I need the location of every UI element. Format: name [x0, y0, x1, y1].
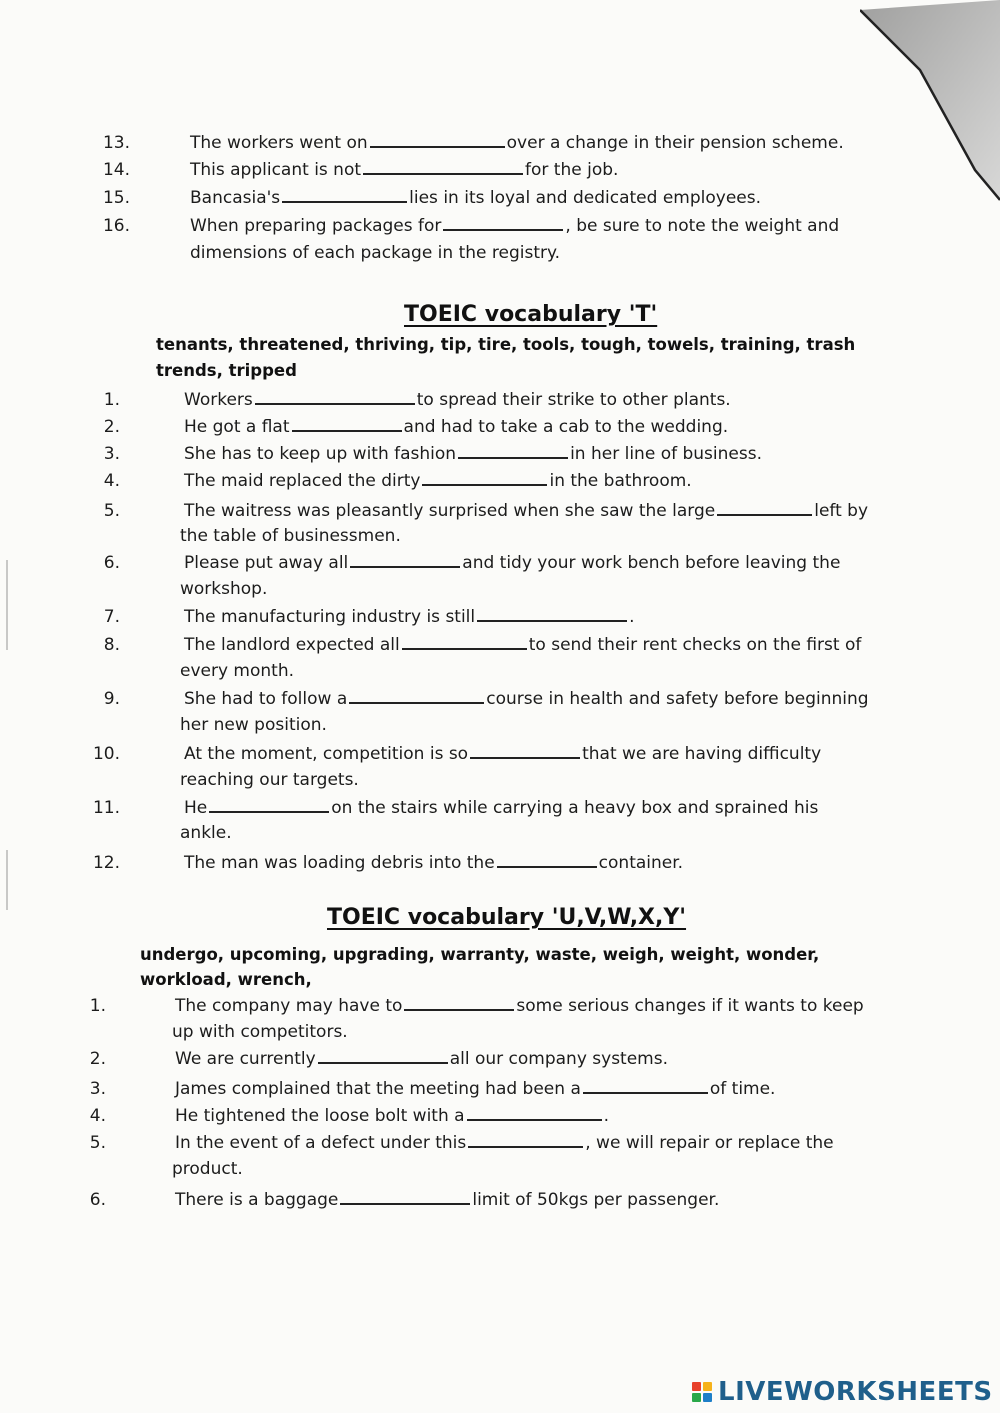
question-line — [175, 1187, 719, 1214]
question-line — [184, 550, 840, 577]
question-continuation: the table of businessmen. — [180, 526, 401, 546]
question-number: 1. — [89, 996, 106, 1016]
question-text-before: When preparing packages for — [190, 216, 442, 236]
question-text-after: in her line of business. — [570, 444, 762, 464]
liveworksheets-logo — [692, 1376, 993, 1408]
question-text-before: The manufacturing industry is still — [184, 607, 476, 627]
question-text-after: to send their rent checks on the first of — [528, 635, 862, 655]
question-text-before: She had to follow a — [184, 689, 348, 709]
question-line — [184, 468, 692, 495]
question-text-after: in the bathroom. — [549, 471, 692, 491]
section-t-heading: TOEIC vocabulary 'T' — [404, 302, 658, 327]
question-text-after: . — [603, 1106, 609, 1126]
logo-squares-icon — [692, 1382, 712, 1402]
question-text-after: and tidy your work bench before leaving the — [462, 553, 841, 573]
question-line — [175, 993, 864, 1020]
answer-blank[interactable] — [282, 189, 407, 203]
question-number: 11. — [92, 798, 120, 818]
question-number: 16. — [102, 216, 130, 236]
question-number: 7. — [103, 607, 120, 627]
answer-blank[interactable] — [209, 799, 329, 813]
question-text-before: She has to keep up with fashion — [184, 444, 457, 464]
question-line — [184, 441, 762, 468]
answer-blank[interactable] — [583, 1080, 708, 1094]
question-continuation: her new position. — [180, 715, 327, 735]
answer-blank[interactable] — [402, 636, 527, 650]
question-number: 1. — [103, 390, 120, 410]
question-text-after: course in health and safety before beginning — [486, 689, 869, 709]
section-t-wordbank-line2: trends, tripped — [156, 361, 297, 380]
question-line — [175, 1130, 834, 1157]
question-continuation: dimensions of each package in the registry. — [190, 243, 561, 263]
question-text-before: There is a baggage — [175, 1190, 339, 1210]
question-number: 4. — [103, 471, 120, 491]
answer-blank[interactable] — [340, 1191, 470, 1205]
question-number: 6. — [103, 553, 120, 573]
question-number: 4. — [89, 1106, 106, 1126]
question-text-before: He tightened the loose bolt with a — [175, 1106, 465, 1126]
section-t-wordbank-line1: tenants, threatened, thriving, tip, tire, tools, tough, towels, training, trash — [156, 335, 856, 354]
question-line — [184, 850, 683, 877]
answer-blank[interactable] — [422, 472, 547, 486]
question-continuation: ankle. — [180, 823, 232, 843]
question-line — [175, 1076, 775, 1103]
logo-square — [692, 1393, 701, 1402]
question-continuation: reaching our targets. — [180, 770, 359, 790]
question-text-after: that we are having difficulty — [582, 744, 822, 764]
scan-edge-mark — [6, 850, 8, 910]
question-text-before: Workers — [184, 390, 253, 410]
answer-blank[interactable] — [255, 391, 415, 405]
answer-blank[interactable] — [470, 745, 580, 759]
question-text-before: Please put away all — [184, 553, 349, 573]
question-number: 9. — [103, 689, 120, 709]
question-text-after: , we will repair or replace the — [585, 1133, 834, 1153]
question-text-after: some serious changes if it wants to keep — [516, 996, 864, 1016]
answer-blank[interactable] — [458, 445, 568, 459]
question-continuation: workshop. — [180, 579, 268, 599]
question-text-before: The maid replaced the dirty — [184, 471, 421, 491]
question-line — [184, 498, 868, 525]
answer-blank[interactable] — [349, 690, 484, 704]
question-text-before: The company may have to — [175, 996, 403, 1016]
section-uvwxy-wordbank-line2: workload, wrench, — [140, 970, 312, 989]
question-text-before: He — [184, 798, 208, 818]
question-text-before: The man was loading debris into the — [184, 853, 495, 873]
question-text-after: all our company systems. — [449, 1049, 668, 1069]
question-text-after: lies in its loyal and dedicated employees. — [409, 188, 762, 208]
question-text-after: and had to take a cab to the wedding. — [403, 417, 729, 437]
answer-blank[interactable] — [477, 608, 627, 622]
question-line — [184, 604, 635, 631]
question-number: 13. — [102, 133, 130, 153]
question-text-before: This applicant is not — [190, 160, 362, 180]
question-number: 2. — [103, 417, 120, 437]
question-text-after: , be sure to note the weight and — [565, 216, 840, 236]
question-line — [190, 130, 844, 157]
scan-edge-mark — [6, 560, 8, 650]
answer-blank[interactable] — [468, 1134, 583, 1148]
question-number: 5. — [103, 501, 120, 521]
answer-blank[interactable] — [497, 854, 597, 868]
answer-blank[interactable] — [318, 1050, 448, 1064]
question-number: 2. — [89, 1049, 106, 1069]
section-uvwxy-wordbank-line1: undergo, upcoming, upgrading, warranty, waste, weigh, weight, wonder, — [140, 945, 820, 964]
logo-square — [692, 1382, 701, 1391]
question-line — [184, 414, 728, 441]
question-number: 5. — [89, 1133, 106, 1153]
question-text-before: James complained that the meeting had been a — [175, 1079, 581, 1099]
question-number: 12. — [92, 853, 120, 873]
question-line — [190, 213, 839, 240]
logo-wordmark: LIVEWORKSHEETS — [718, 1377, 993, 1407]
logo-square — [703, 1393, 712, 1402]
question-line — [184, 686, 869, 713]
question-text-after: over a change in their pension scheme. — [506, 133, 844, 153]
question-text-before: He got a flat — [184, 417, 290, 437]
question-continuation: up with competitors. — [172, 1022, 348, 1042]
answer-blank[interactable] — [350, 554, 460, 568]
question-text-after: container. — [598, 853, 684, 873]
question-text-before: The workers went on — [190, 133, 368, 153]
question-text-after: . — [629, 607, 635, 627]
question-text-before: In the event of a defect under this — [175, 1133, 467, 1153]
question-number: 10. — [92, 744, 120, 764]
question-number: 3. — [103, 444, 120, 464]
question-continuation: every month. — [180, 661, 295, 681]
question-text-before: The waitress was pleasantly surprised when she saw the large — [184, 501, 716, 521]
question-number: 3. — [89, 1079, 106, 1099]
answer-blank[interactable] — [717, 502, 812, 516]
folded-corner-shadow — [860, 0, 1000, 210]
section-uvwxy-heading: TOEIC vocabulary 'U,V,W,X,Y' — [327, 905, 687, 930]
question-text-after: limit of 50kgs per passenger. — [472, 1190, 720, 1210]
question-text-before: At the moment, competition is so — [184, 744, 469, 764]
answer-blank[interactable] — [467, 1107, 602, 1121]
answer-blank[interactable] — [443, 217, 563, 231]
answer-blank[interactable] — [363, 161, 523, 175]
question-number: 6. — [89, 1190, 106, 1210]
logo-square — [703, 1382, 712, 1391]
question-line — [175, 1103, 609, 1130]
question-continuation: product. — [172, 1159, 243, 1179]
question-line — [184, 741, 821, 768]
question-line — [175, 1046, 668, 1073]
question-line — [190, 185, 761, 212]
question-line — [184, 632, 861, 659]
answer-blank[interactable] — [404, 997, 514, 1011]
question-text-before: We are currently — [175, 1049, 316, 1069]
question-line — [190, 157, 618, 184]
answer-blank[interactable] — [292, 418, 402, 432]
question-number: 15. — [102, 188, 130, 208]
question-number: 14. — [102, 160, 130, 180]
question-text-after: to spread their strike to other plants. — [416, 390, 731, 410]
question-text-after: on the stairs while carrying a heavy box and sprained his — [331, 798, 819, 818]
answer-blank[interactable] — [370, 134, 505, 148]
question-text-after: for the job. — [525, 160, 619, 180]
question-line — [184, 387, 731, 414]
question-text-before: The landlord expected all — [184, 635, 400, 655]
question-number: 8. — [103, 635, 120, 655]
question-text-before: Bancasia's — [190, 188, 281, 208]
question-text-after: left by — [814, 501, 869, 521]
question-line — [184, 795, 818, 822]
question-text-after: of time. — [709, 1079, 776, 1099]
